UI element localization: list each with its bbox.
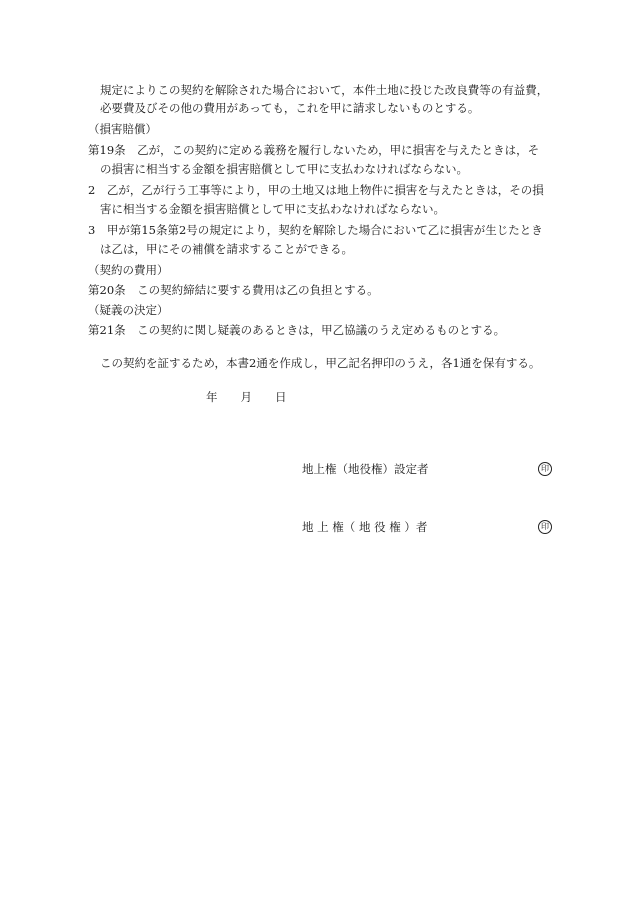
- article-21: 第21条 この契約に関し疑義のあるときは，甲乙協議のうえ定めるものとする。: [88, 323, 506, 337]
- article-20: 第20条 この契約締結に要する費用は乙の負担とする。: [88, 283, 379, 297]
- text-line-2: 必要費及びその他の費用があっても，これを甲に請求しないものとする。: [100, 101, 480, 115]
- section-heading-damages: （損害賠償）: [88, 122, 157, 136]
- article-19-item-2: 2 乙が，乙が行う工事等により，甲の土地又は地上物件に損害を与えたときは，その損: [88, 183, 544, 197]
- date-line: 年 月 日: [206, 390, 287, 404]
- article-19-cont: の損害に相当する金額を損害賠償として甲に支払わなければならない。: [100, 162, 468, 176]
- section-heading-costs: （契約の費用）: [88, 263, 169, 277]
- section-heading-doubts: （疑義の決定）: [88, 303, 169, 317]
- seal-icon: 印: [538, 520, 552, 534]
- text-line-1: 規定によりこの契約を解除された場合において，本件土地に投じた改良費等の有益費，: [100, 83, 549, 97]
- article-19: 第19条 乙が，この契約に定める義務を履行しないため，甲に損害を与えたときは，そ: [88, 143, 540, 157]
- article-19-item-3-cont: は乙は，甲にその補償を請求することができる。: [100, 242, 353, 256]
- seal-icon: 印: [538, 462, 552, 476]
- article-19-item-3: 3 甲が第15条第2号の規定により，契約を解除した場合において乙に損害が生じたとき: [88, 223, 543, 237]
- signature-label-holder: 地 上 権（ 地 役 権 ）者: [302, 520, 428, 534]
- signature-label-grantor: 地上権（地役権）設定者: [302, 462, 429, 476]
- closing-statement: この契約を証するため，本書2通を作成し，甲乙記名押印のうえ，各1通を保有する。: [100, 356, 541, 370]
- article-19-item-2-cont: 害に相当する金額を損害賠償として甲に支払わなければならない。: [100, 202, 445, 216]
